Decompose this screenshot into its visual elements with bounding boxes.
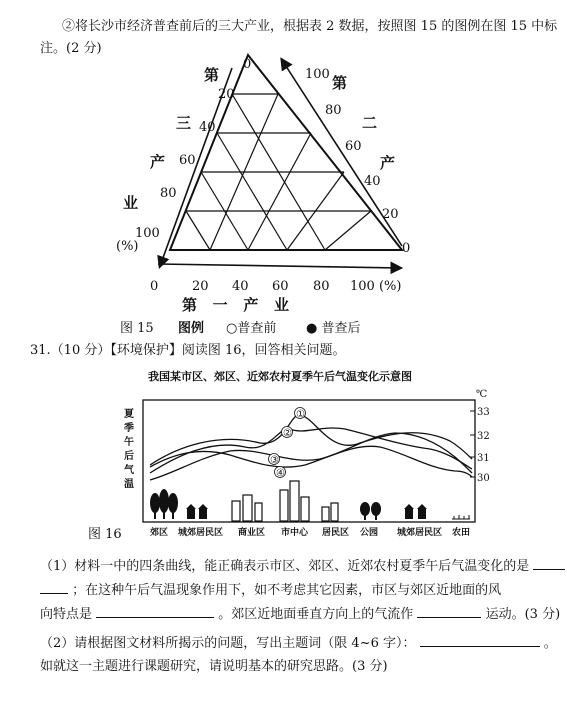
left-axis-char: 业 bbox=[123, 194, 139, 212]
p1-line1-text: （1）材料一中的四条曲线，能正确表示市区、郊区、近郊农村夏季午后气温变化的是 bbox=[40, 559, 530, 574]
p1-line3a-text: 向特点是 bbox=[40, 607, 93, 622]
bottom-axis-title: 第 一 产 业 bbox=[182, 296, 289, 314]
left-ticks bbox=[135, 57, 251, 241]
ylabel-char: 午 bbox=[124, 437, 134, 448]
answer-blank-4[interactable] bbox=[417, 605, 481, 618]
left-axis-char: 第 bbox=[204, 66, 220, 84]
zone-label: 市中心 bbox=[281, 528, 309, 538]
p1-line2 bbox=[40, 581, 501, 599]
farmland bbox=[452, 515, 470, 519]
zone-label: 城郊居民区 bbox=[397, 528, 443, 538]
fig16-chart bbox=[0, 385, 567, 585]
ytick: 31 bbox=[477, 453, 490, 464]
left-axis-char: 三 bbox=[176, 114, 192, 132]
answer-blank-1[interactable] bbox=[533, 557, 565, 570]
ytick: 30 bbox=[477, 473, 490, 484]
tree-cluster bbox=[150, 489, 178, 519]
p1-line1 bbox=[40, 557, 565, 575]
zone-label: 郊区 bbox=[150, 528, 169, 538]
ternary-diagram bbox=[0, 0, 567, 300]
p1-line3b-text: 。郊区近地面垂直方向上的气流作 bbox=[218, 607, 414, 622]
ytick: 33 bbox=[477, 407, 490, 418]
legend-label: 图例 bbox=[178, 321, 205, 336]
left-tick: 100 bbox=[135, 226, 160, 241]
p1-line2-text: ；在这种午后气温现象作用下，如不考虑其它因素，市区与郊区近地面的风 bbox=[72, 583, 502, 598]
p1-line3c-text: 运动。(3 分) bbox=[485, 607, 561, 622]
right-axis-char: 产 bbox=[380, 154, 396, 172]
left-axis-char: 产 bbox=[150, 153, 166, 171]
legend-after: ● 普查后 bbox=[306, 321, 361, 336]
zone-labels bbox=[150, 526, 470, 538]
zone-label: 城郊居民区 bbox=[178, 528, 224, 538]
right-tick: 0 bbox=[402, 241, 411, 256]
bottom-tick: 0 bbox=[150, 279, 159, 294]
zone-label: 居民区 bbox=[322, 528, 350, 538]
q2-line1: ②将长沙市经济普查前后的三大产业，根据表 2 数据，按照图 15 的图例在图 15 中标 bbox=[62, 19, 558, 34]
bottom-ticks bbox=[150, 279, 401, 294]
left-tick: 80 bbox=[160, 186, 177, 201]
ylabel-char: 后 bbox=[124, 451, 134, 462]
unit-label: ℃ bbox=[476, 389, 488, 400]
curve-2 bbox=[150, 428, 472, 473]
bottom-tick: 100 (%) bbox=[350, 279, 402, 294]
fig15-label: 图 15 bbox=[120, 321, 154, 336]
landscape bbox=[150, 481, 470, 521]
bottom-tick: 60 bbox=[272, 279, 289, 294]
fig16-label: 图 16 bbox=[88, 527, 122, 542]
curve-label: ① bbox=[296, 409, 305, 420]
ylabel-char: 夏 bbox=[124, 409, 134, 420]
curve-label: ③ bbox=[270, 455, 279, 466]
ylabel-char: 气 bbox=[124, 465, 134, 476]
answer-blank-3[interactable] bbox=[96, 605, 214, 618]
park-trees bbox=[360, 502, 381, 520]
ytick: 32 bbox=[477, 431, 490, 442]
suburb-houses bbox=[186, 504, 208, 519]
right-axis-char: 二 bbox=[362, 114, 378, 132]
zone-label: 公园 bbox=[360, 528, 379, 538]
right-tick: 20 bbox=[382, 207, 399, 222]
left-tick: 60 bbox=[179, 153, 196, 168]
curve-label: ④ bbox=[276, 468, 285, 479]
left-tick: 0 bbox=[243, 57, 252, 72]
curve-3 bbox=[150, 433, 472, 480]
residential-buildings bbox=[322, 503, 338, 521]
triangle-outline bbox=[170, 55, 402, 250]
zone-label: 商业区 bbox=[238, 528, 266, 538]
temperature-curves bbox=[150, 415, 472, 480]
fig16-title: 我国某市区、郊区、近郊农村夏季午后气温变化示意图 bbox=[148, 370, 412, 383]
curve-1 bbox=[150, 415, 472, 465]
right-tick: 60 bbox=[345, 139, 362, 154]
left-tick: 20 bbox=[218, 87, 235, 102]
city-center-buildings bbox=[280, 481, 309, 521]
answer-blank-2[interactable] bbox=[40, 581, 68, 594]
curve-labels bbox=[269, 408, 306, 480]
left-tick: 40 bbox=[199, 120, 216, 135]
answer-blank-5[interactable] bbox=[420, 634, 540, 647]
bottom-tick: 40 bbox=[232, 279, 249, 294]
ylabel-char: 温 bbox=[124, 479, 134, 490]
right-axis-title bbox=[332, 74, 395, 172]
right-tick: 100 bbox=[305, 67, 330, 82]
right-tick: 40 bbox=[364, 174, 381, 189]
suburb-houses-2 bbox=[404, 504, 427, 519]
q2-line2: 注。(2 分) bbox=[40, 41, 102, 56]
p2-line1-text: （2）请根据图文材料所揭示的问题，写出主题词（限 4~6 字）： bbox=[40, 636, 416, 651]
q31-header: 31.（10 分）【环境保护】阅读图 16，回答相关问题。 bbox=[30, 343, 346, 358]
commercial-buildings bbox=[232, 495, 262, 521]
p1-line3 bbox=[40, 605, 560, 623]
right-tick: 80 bbox=[325, 103, 342, 118]
bottom-tick: 20 bbox=[192, 279, 209, 294]
ylabel-char: 季 bbox=[124, 423, 134, 434]
bottom-axis-arrow bbox=[158, 264, 400, 268]
p2-line1: （2）请根据图文材料所揭示的问题，写出主题词（限 4~6 字）： 。 bbox=[40, 636, 557, 651]
left-axis-title bbox=[116, 66, 219, 254]
zone-label: 农田 bbox=[452, 528, 471, 538]
curve-label: ② bbox=[283, 428, 292, 439]
bottom-tick: 80 bbox=[313, 279, 330, 294]
right-axis-char: 第 bbox=[332, 74, 348, 92]
left-axis-char: (%) bbox=[116, 239, 139, 254]
legend-before: ○普查前 bbox=[226, 321, 277, 336]
p2-line2: 如就这一主题进行课题研究，请说明基本的研究思路。(3 分) bbox=[40, 659, 388, 674]
fig16-yticks bbox=[476, 389, 490, 484]
